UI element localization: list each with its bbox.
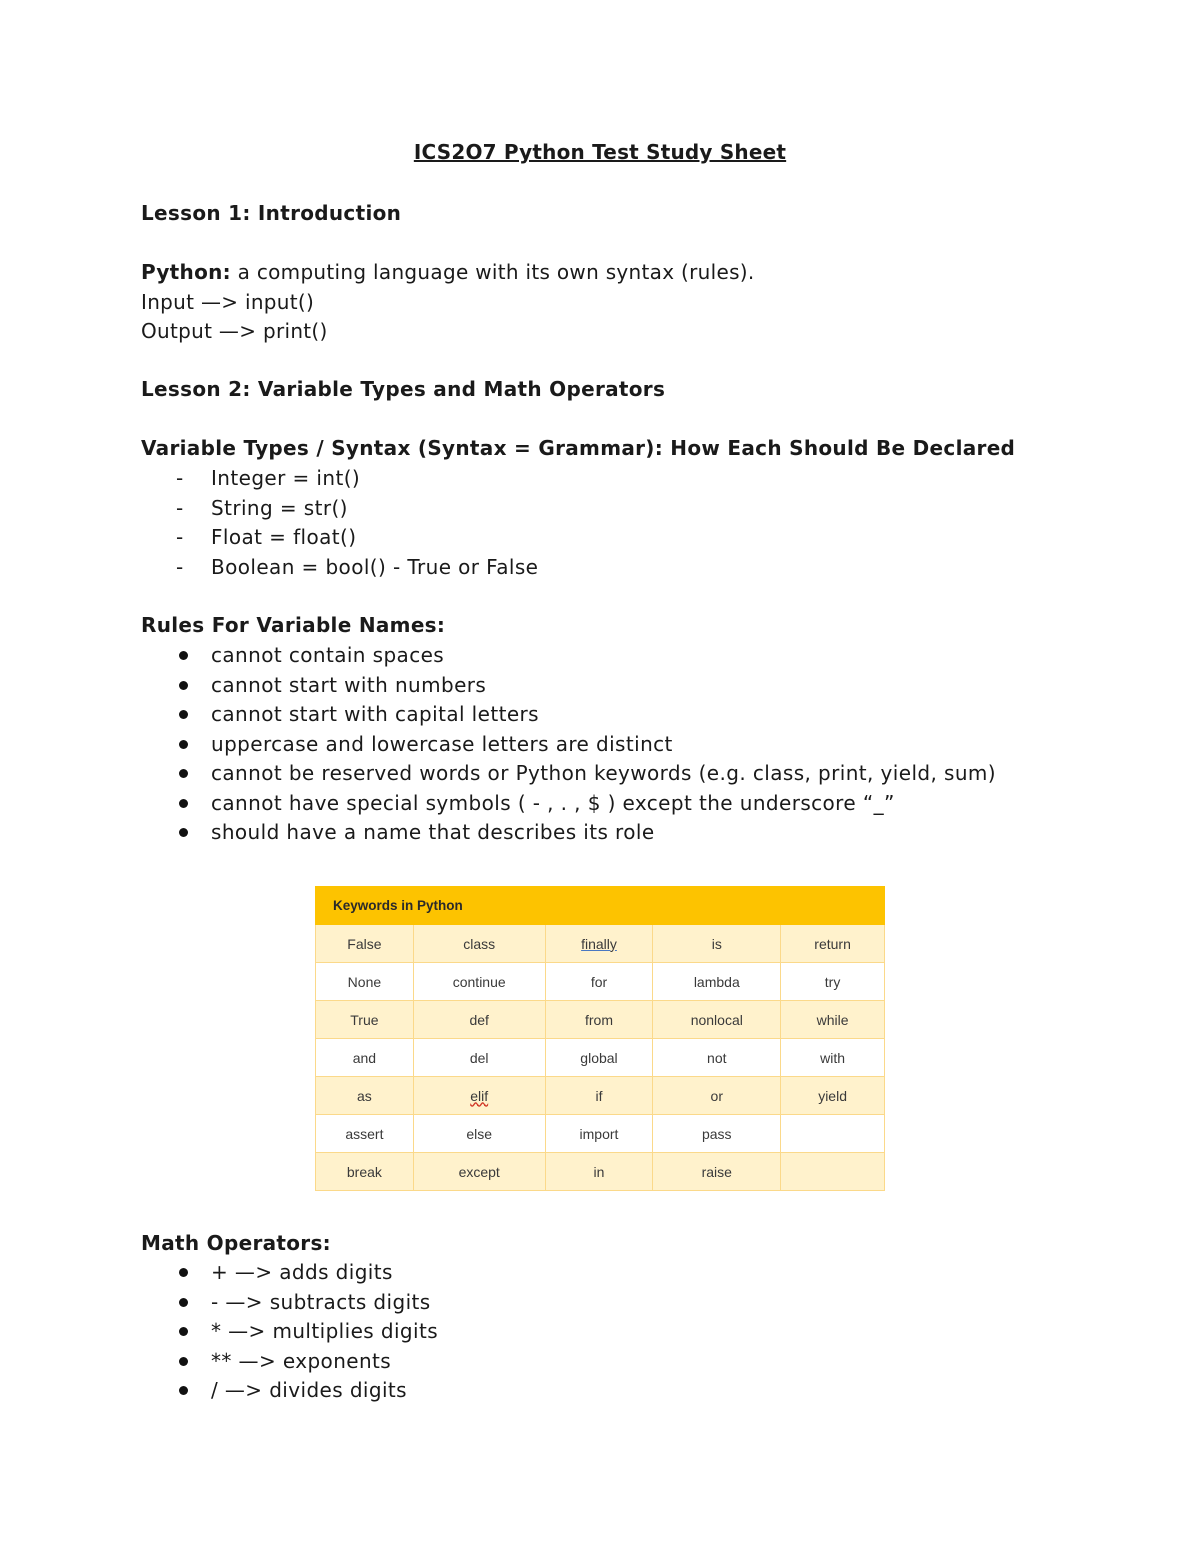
table-cell: continue [413,963,545,1001]
table-cell: with [781,1039,885,1077]
lesson1-heading: Lesson 1: Introduction [141,201,402,225]
table-cell: is [653,925,781,963]
table-cell: import [545,1115,653,1153]
table-cell: True [316,1001,414,1039]
dash-marker: - [176,525,184,549]
bullet-icon [179,710,188,719]
table-cell: for [545,963,653,1001]
table-caption: Keywords in Python [316,887,885,925]
bullet-icon [179,1268,188,1277]
table-row [316,1153,885,1191]
bullet-icon [179,740,188,749]
table-row [316,1115,885,1153]
table-cell [781,1115,885,1153]
document-page: ICS2O7 Python Test Study Sheet Lesson 1: Introduction Python: a computing language with its own syntax (rules). Input —> input() Output —> print() Lesson 2: Variable Types and Math Operators Variable Types / Syntax (Syntax = Grammar): How Each Should Be Declared - Integer = int() - String = str() - Float = float() - Boolean = bool() - True or False Rules For Variable Names: cannot contain spaces cannot start with numbers cannot start with capital letters uppercase and lowercase letters are distinct cannot be reserved words or Python keywords (e.g. class, print, yield, sum) cannot have special symbols ( - , . , $ ) except the underscore “_” should have a name that describes its role Keywords in Python False class finally is return None continue for lambda try True def from nonlocal while and del global not with as elif if or yield assert else import pass break except in raise Math Operators: + —> adds digits - —> subtracts digits * —> multiplies digits ** —> exponents / —> divides digits [0,0,1200,1553]
table-cell: as [316,1077,414,1115]
table-cell: nonlocal [653,1001,781,1039]
table-cell: if [545,1077,653,1115]
table-cell: except [413,1153,545,1191]
bullet-icon [179,1327,188,1336]
python-term: Python: [141,260,231,284]
table-cell: class [413,925,545,963]
bullet-icon [179,828,188,837]
table-cell: yield [781,1077,885,1115]
table-cell: assert [316,1115,414,1153]
table-cell: break [316,1153,414,1191]
table-cell: None [316,963,414,1001]
table-caption-row [316,887,885,925]
output-line: Output —> print() [141,319,328,343]
table-row [316,1001,885,1039]
table-cell: in [545,1153,653,1191]
table-cell: return [781,925,885,963]
dash-marker: - [176,466,184,490]
table-cell: lambda [653,963,781,1001]
table-row [316,1077,885,1115]
python-definition [141,258,755,286]
table-cell: pass [653,1115,781,1153]
bullet-icon [179,681,188,690]
table-cell: try [781,963,885,1001]
table-cell: while [781,1001,885,1039]
keywords-table [315,886,885,1191]
bullet-icon [179,1298,188,1307]
rules-heading: Rules For Variable Names: [141,613,446,637]
table-row [316,925,885,963]
input-line: Input —> input() [141,290,315,314]
table-cell-text: finally [581,935,617,952]
table-cell [413,1077,545,1115]
table-cell [781,1153,885,1191]
document-title: ICS2O7 Python Test Study Sheet [413,140,787,164]
bullet-icon [179,799,188,808]
math-operators-heading: Math Operators: [141,1231,331,1255]
dash-marker: - [176,554,184,579]
bullet-icon [179,1357,188,1366]
bullet-icon [179,769,188,778]
table-cell: del [413,1039,545,1077]
table-cell: def [413,1001,545,1039]
table-cell: False [316,925,414,963]
table-cell: or [653,1077,781,1115]
table-cell: and [316,1039,414,1077]
variable-types-heading: Variable Types / Syntax (Syntax = Grammar): How Each Should Be Declared [141,436,1016,460]
table-cell: from [545,1001,653,1039]
dash-marker: - [176,495,184,520]
table-cell: global [545,1039,653,1077]
python-definition-text: a computing language with its own syntax (rules). [230,260,755,284]
table-cell: else [413,1115,545,1153]
table-cell: not [653,1039,781,1077]
table-cell-text: elif [470,1087,489,1104]
bullet-icon [179,651,188,660]
table-cell [545,925,653,963]
bullet-icon [179,1386,188,1395]
table-row [316,963,885,1001]
lesson2-heading: Lesson 2: Variable Types and Math Operators [141,377,666,401]
table-cell: raise [653,1153,781,1191]
table-row [316,1039,885,1077]
